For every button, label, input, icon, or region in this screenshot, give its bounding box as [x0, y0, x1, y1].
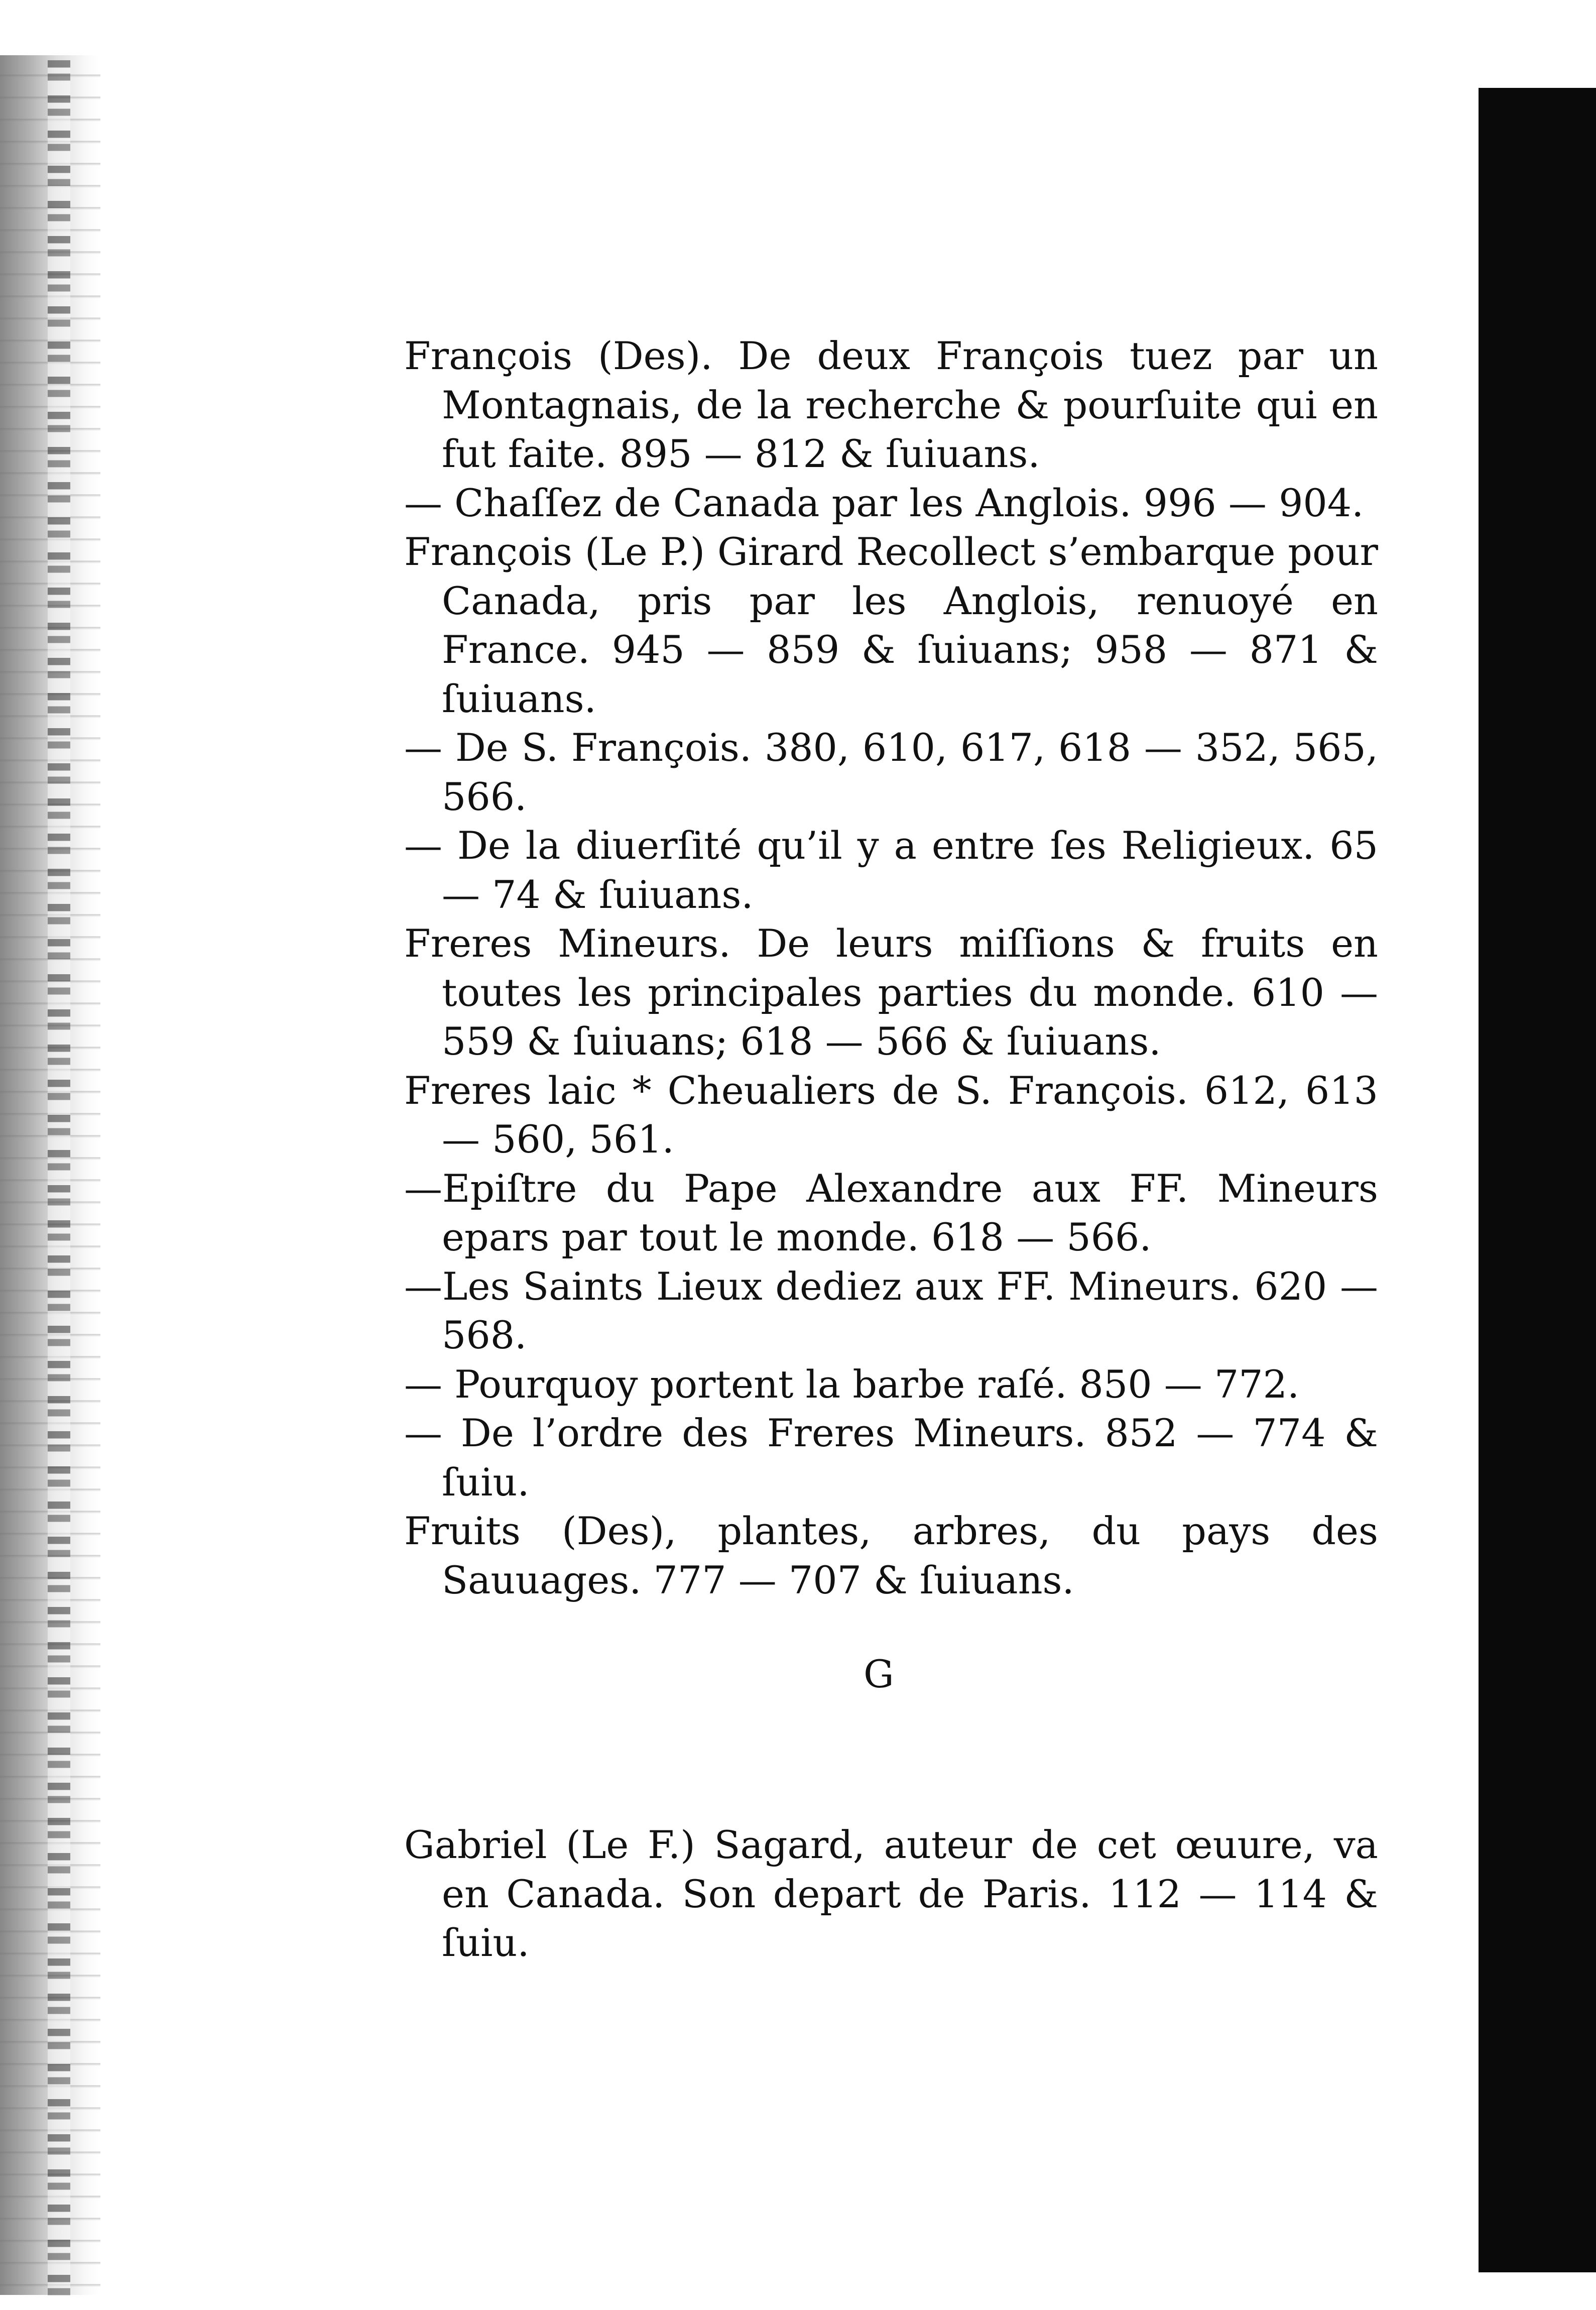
index-entry: — De la diuerſité qu’il y a entre ſes Religieux. 65 — 74 & ſuiuans.: [404, 823, 1378, 917]
index-entry: Gabriel (Le F.) Sagard, auteur de cet œuure, va en Canada. Son depart de Paris. 112 — 114 & ſuiu.: [404, 1822, 1378, 1965]
index-section-g: [404, 1820, 1378, 1968]
index-entry: Freres Mineurs. De leurs miſſions & fruits en toutes les principales parties du monde. 610 — 559 & ſuiuans; 618 — 566 & ſuiuans.: [404, 921, 1378, 1064]
index-section-f: [404, 331, 1378, 1604]
index-entry: — Pourquoy portent la barbe raſé. 850 — 772.: [404, 1361, 1300, 1407]
index-entry: —Epiſtre du Pape Alexandre aux FF. Mineurs epars par tout le monde. 618 — 566.: [404, 1166, 1378, 1259]
binding-edge-artifact: [48, 60, 70, 2300]
index-entry: Freres laic * Cheualiers de S. François. 612, 613 — 560, 561.: [404, 1068, 1378, 1162]
index-entry: Fruits (Des), plantes, arbres, du pays des Sauuages. 777 — 707 & ſuiuans.: [404, 1509, 1378, 1602]
section-heading: G: [864, 1652, 894, 1696]
index-entry: François (Le P.) Girard Recollect s’embarque pour Canada, pris par les Anglois, renuoyé en France. 945 — 859 & ſuiuans; 958 — 871 & ſuiuans.: [404, 529, 1378, 721]
page-edge-shadow: [1479, 88, 1596, 2272]
index-entry: — De S. François. 380, 610, 617, 618 — 352, 565, 566.: [404, 725, 1378, 819]
index-entry: — Chaſſez de Canada par les Anglois. 996 — 904.: [404, 480, 1364, 525]
index-entry: — De l’ordre des Freres Mineurs. 852 — 774 & ſuiu.: [404, 1411, 1378, 1505]
index-entry: François (Des). De deux François tuez par un Montagnais, de la recherche & pourſuite qui en fut faite. 895 — 812 & ſuiuans.: [404, 333, 1378, 476]
index-entry: —Les Saints Lieux dediez aux FF. Mineurs. 620 — 568.: [404, 1263, 1378, 1357]
